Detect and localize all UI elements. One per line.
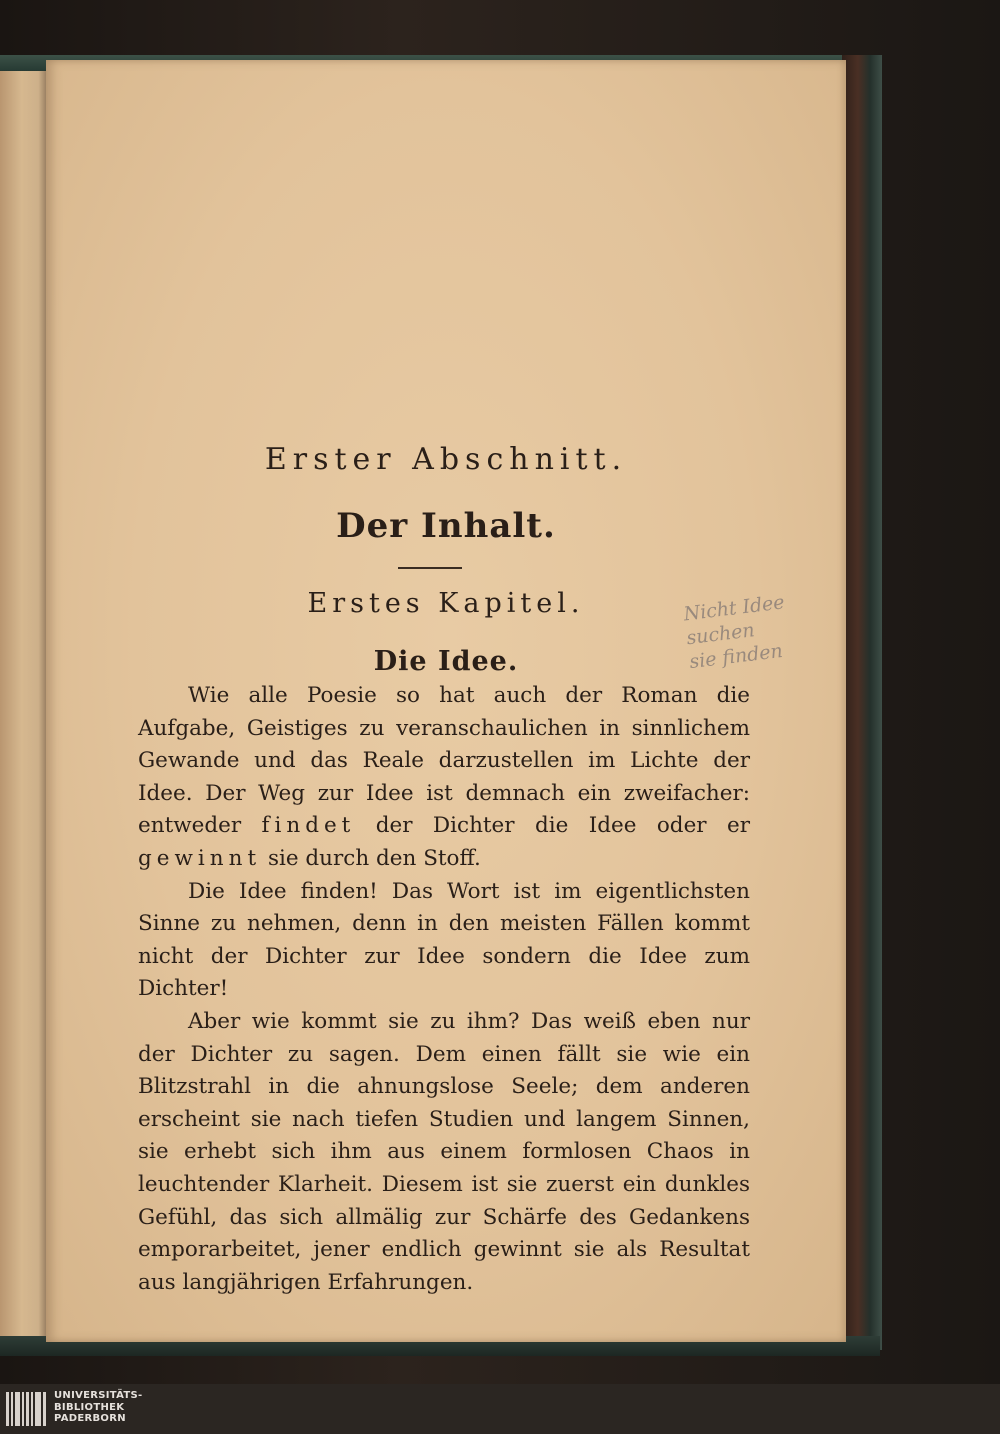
paragraph: Die Idee finden! Das Wort ist im eigentlichsten Sinne zu nehmen, denn in den meisten Fällen kommt nicht der Dichter zur Idee sondern die Idee zum Dichter!: [138, 878, 750, 1002]
text-run: sie durch den Stoff.: [261, 845, 481, 871]
emphasis-text: gewinnt: [138, 845, 262, 871]
chapter-title: Die Idee.: [373, 646, 519, 677]
left-page-edge: [0, 55, 50, 1347]
annotation-line: sie finden: [688, 639, 784, 674]
logo-text-line: PADERBORN: [54, 1413, 126, 1424]
paragraph: [138, 680, 750, 876]
text-run: der Dichter die Idee oder er: [355, 813, 750, 839]
divider-rule: [398, 567, 462, 569]
section-title: Der Inhalt.: [336, 506, 556, 546]
library-logo-icon: [6, 1392, 46, 1426]
footer-bar: [0, 1384, 1000, 1434]
chapter-heading: Erstes Kapitel.: [307, 588, 585, 619]
logo-text-line: BIBLIOTHEK: [54, 1401, 125, 1413]
book-cover-right: [842, 55, 882, 1350]
annotation-line: Nicht Idee suchen: [682, 591, 786, 650]
paragraph: Aber wie kommt sie zu ihm? Das weiß eben nur der Dichter zu sagen. Dem einen fällt sie wie ein Blitzstrahl in die ahnungslose Seele; dem anderen erscheint sie nach tiefen Studien und langem Sinnen, sie erhebt sich ihm aus einem formlosen Chaos in leuchtender Klarheit. Diesem ist sie zuerst ein dunkles Gefühl, das sich allmälig zur Schärfe des Gedankens emporarbeitet, jener endlich gewinnt sie als Resultat aus langjährigen Erfahrungen.: [138, 1008, 750, 1295]
section-heading: Erster Abschnitt.: [264, 442, 628, 477]
emphasis-text: findet: [261, 813, 356, 839]
body-text: [138, 680, 750, 1299]
book-page: [46, 60, 846, 1342]
text-run: Wie alle Poesie so hat auch der Roman die Aufgabe, Geistiges zu veranschaulichen in sinnlichem Gewande und das Reale darzustellen im Lichte der Idee. Der Weg zur Idee ist demnach ein zweifacher: entweder: [138, 683, 750, 839]
logo-text-line: UNIVERSITÄTS-: [54, 1390, 143, 1401]
library-logo-text: [54, 1390, 143, 1425]
